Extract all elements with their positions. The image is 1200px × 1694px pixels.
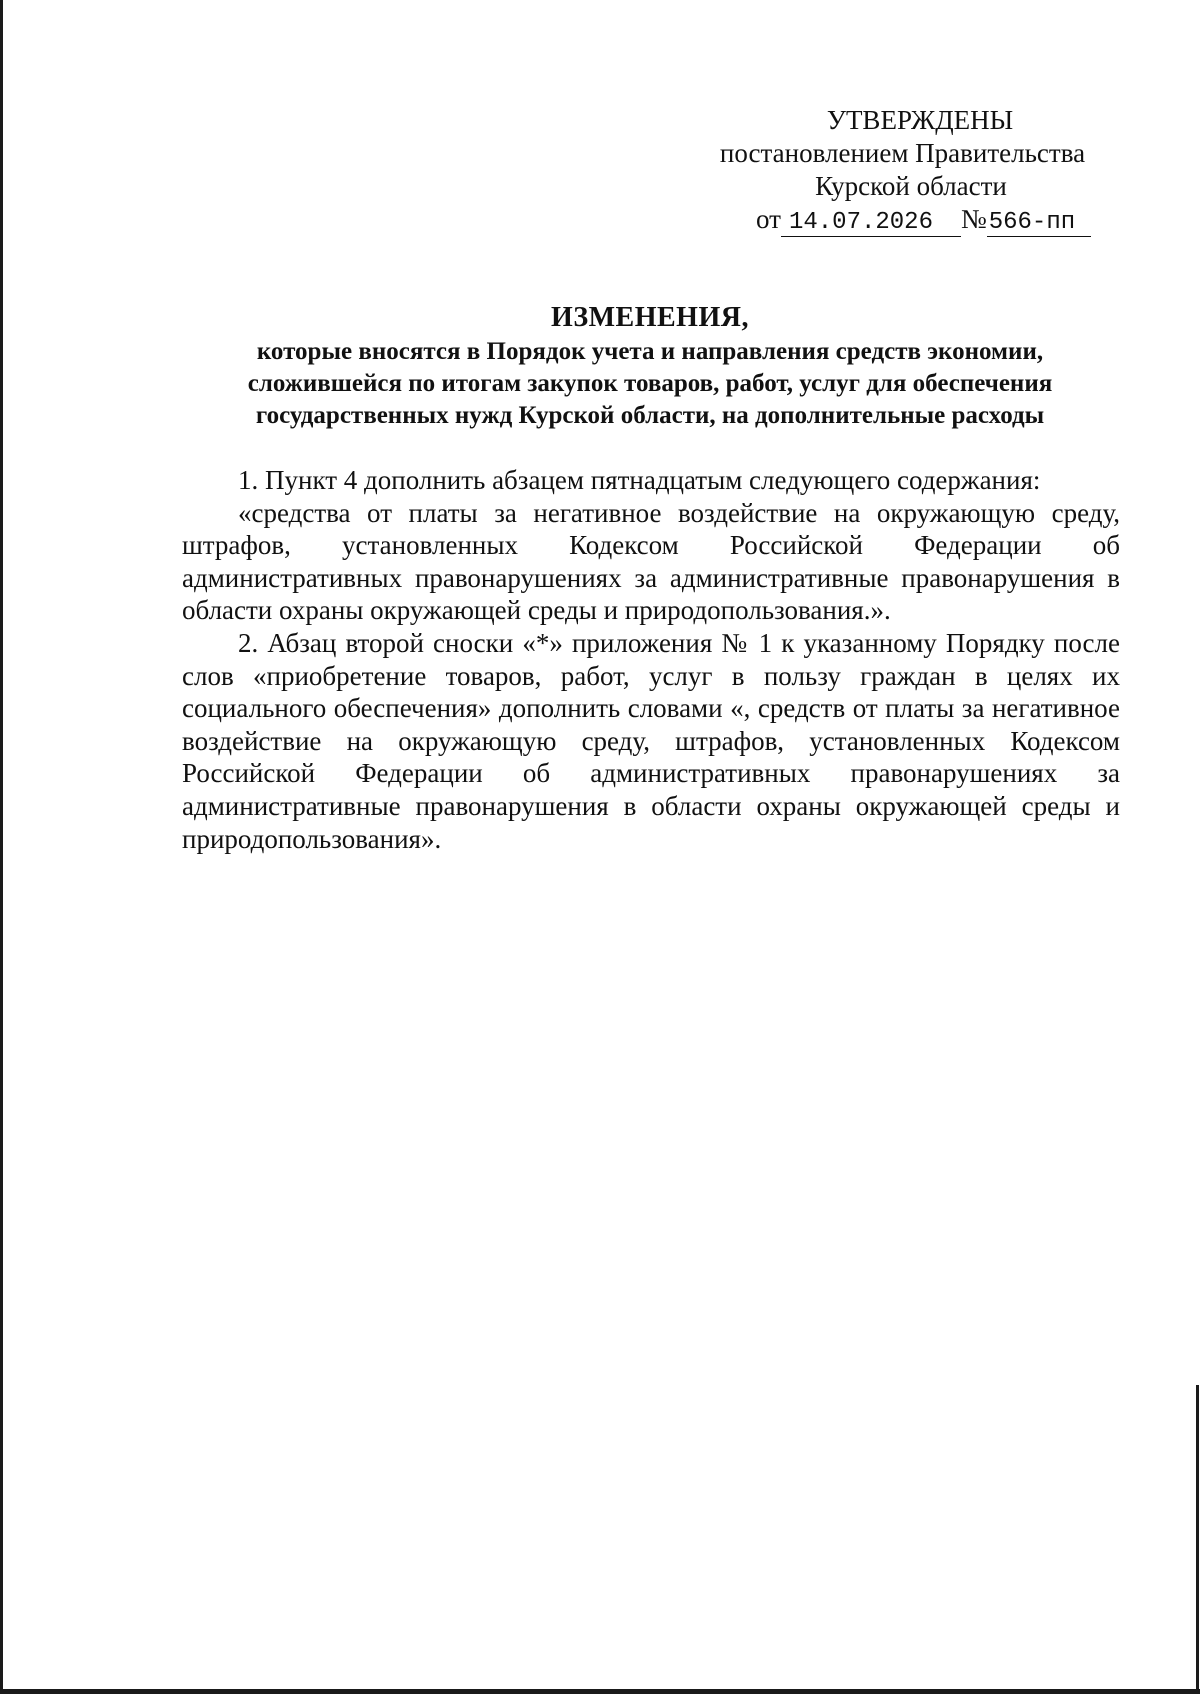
approved-by-line: постановлением Правительства	[719, 138, 1086, 168]
title-sub-line-3: государственных нужд Курской области, на дополнительные расходы	[255, 402, 1045, 429]
region-line: Курской области	[815, 171, 1007, 201]
paragraph-1: 1. Пункт 4 дополнить абзацем пятнадцатым следующего содержания:	[238, 465, 1041, 495]
paragraph-2: «средства от платы за негативное воздействие на окружающую среду, штрафов, установленных Кодексом Российской Федерации об административных правонарушениях за административные правонарушения в области охраны окружающей среды и природопользования.».	[182, 497, 1120, 626]
scan-edge-right	[1196, 1385, 1199, 1694]
document-body	[182, 464, 1120, 855]
decree-number: 566-пп	[987, 210, 1091, 237]
scan-edge-bottom	[0, 1689, 1200, 1694]
title-main: ИЗМЕНЕНИЯ,	[551, 302, 749, 333]
approved-heading: УТВЕРЖДЕНЫ	[826, 105, 1014, 135]
date-prefix: от	[756, 204, 781, 234]
number-prefix: №	[960, 204, 987, 234]
approval-stamp-block	[720, 104, 1120, 237]
title-sub-line-1: которые вносятся в Порядок учета и направления средств экономии,	[256, 338, 1044, 365]
decree-date: 14.07.2026	[781, 210, 961, 237]
title-sub-line-2: сложившейся по итогам закупок товаров, работ, услуг для обеспечения	[247, 370, 1053, 397]
date-number-line	[720, 204, 1091, 234]
scan-edge-left	[0, 0, 3, 1694]
paragraph-3: 2. Абзац второй сноски «*» приложения № 1 к указанному Порядку после слов «приобретение товаров, работ, услуг в пользу граждан в целях их социального обеспечения» дополнить словами «, средств от платы за негативное воздействие на окружающую среду, штрафов, установленных Кодексом Российской Федерации об административных правонарушениях за административные правонарушения в области охраны окружающей среды и природопользования».	[182, 627, 1120, 854]
document-title	[180, 300, 1120, 432]
